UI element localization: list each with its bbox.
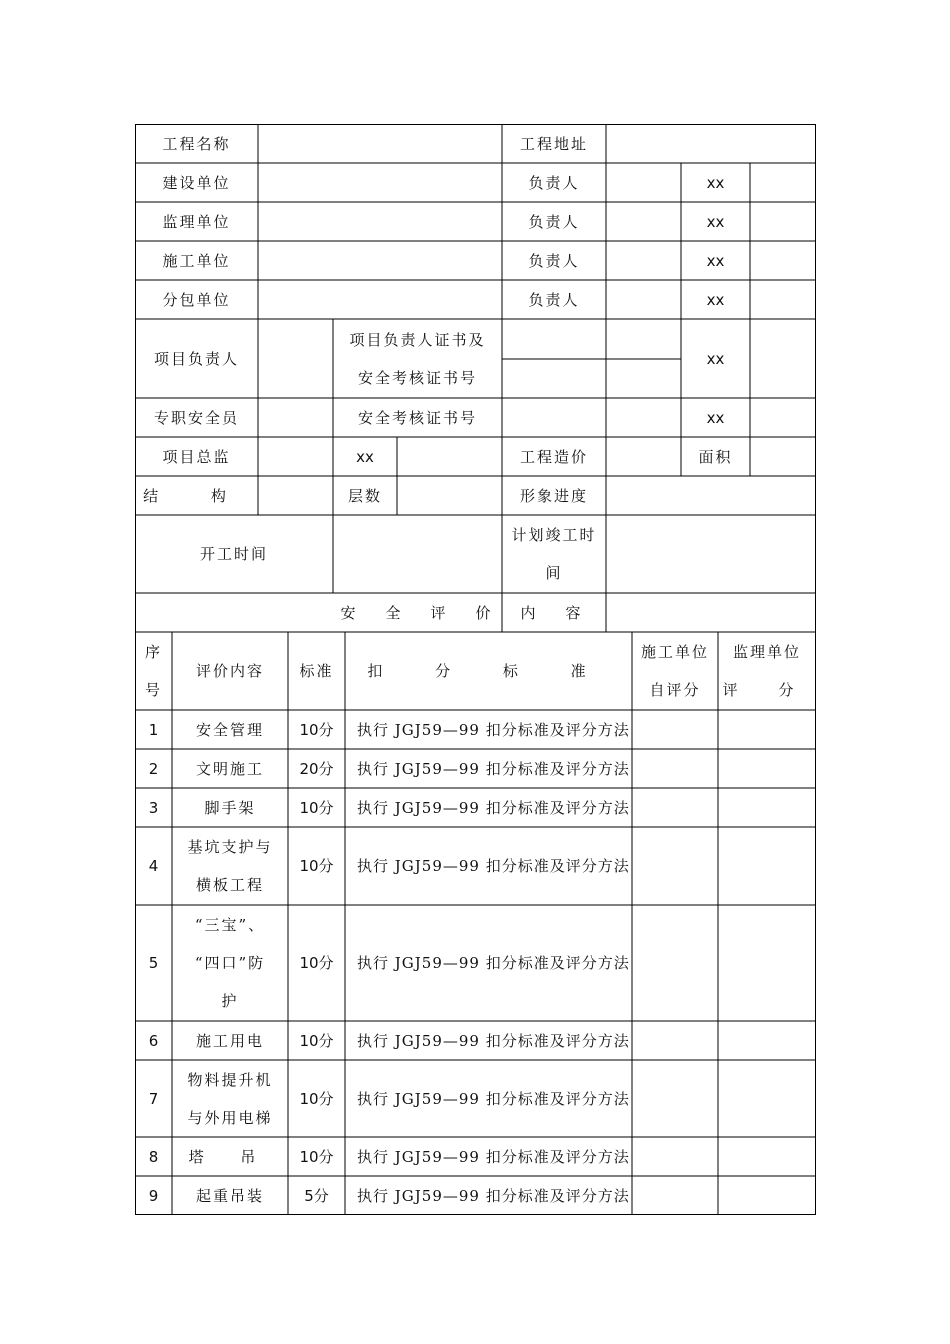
row-seq: 4 xyxy=(148,857,159,875)
row-seq: 2 xyxy=(148,759,159,778)
row-content-line: “三宝”、 xyxy=(194,916,266,934)
row-score: 10分 xyxy=(299,720,334,739)
row-content xyxy=(172,1176,288,1215)
project-address-label: 工程地址 xyxy=(519,134,588,153)
row-content xyxy=(172,1021,288,1060)
header-deduction: 扣 分 标 准 xyxy=(367,662,610,680)
row-score: 10分 xyxy=(299,798,334,817)
row-supervisor-score[interactable] xyxy=(718,788,816,827)
row-score: 20分 xyxy=(299,759,334,778)
header-builder-self xyxy=(632,632,718,710)
row-content-line: “四口”防 xyxy=(194,954,266,972)
cost-label: 工程造价 xyxy=(519,447,588,466)
chief-supervisor-label: 项目总监 xyxy=(162,447,231,466)
row-seq: 8 xyxy=(148,1147,159,1166)
construction-unit-label: 建设单位 xyxy=(162,173,231,192)
row-deduction: 执行 JGJ59—99 扣分标准及评分方法 xyxy=(357,954,630,972)
subcontract-responsible-phone: xx xyxy=(706,290,725,309)
row-content xyxy=(172,905,288,1021)
row-builder-self-score[interactable] xyxy=(632,1176,718,1215)
row-content-line: 横板工程 xyxy=(195,876,264,894)
floors-label: 层数 xyxy=(347,486,382,505)
row-content xyxy=(172,1137,288,1176)
row-content-line: 基坑支护与 xyxy=(187,838,273,856)
row-content-line: 塔 吊 xyxy=(188,1147,272,1166)
row-builder-self-score[interactable] xyxy=(632,710,718,749)
row-deduction: 执行 JGJ59—99 扣分标准及评分方法 xyxy=(357,1089,630,1108)
subcontract-responsible-label: 负责人 xyxy=(528,290,580,309)
subcontract-unit-label: 分包单位 xyxy=(162,290,231,309)
row-supervisor-score[interactable] xyxy=(718,749,816,788)
project-name-label: 工程名称 xyxy=(162,134,231,153)
section-title: 安全评价内容 xyxy=(340,603,611,622)
planned-completion-label-line-1: 计划竣工时 xyxy=(511,526,597,544)
row-score: 10分 xyxy=(299,1147,334,1166)
row-score: 10分 xyxy=(299,1031,334,1050)
area-label: 面积 xyxy=(698,447,733,466)
safety-cert-label: 安全考核证书号 xyxy=(357,408,477,427)
row-seq: 7 xyxy=(148,1089,159,1108)
construction-responsible-label: 负责人 xyxy=(528,173,580,192)
row-score: 5分 xyxy=(304,1186,329,1205)
header-seq-line-1: 序 xyxy=(144,643,162,661)
safety-officer-label: 专职安全员 xyxy=(153,408,239,427)
row-content-line: 安全管理 xyxy=(195,720,264,739)
manager-cert-label xyxy=(333,319,502,398)
row-builder-self-score[interactable] xyxy=(632,1137,718,1176)
project-name-value[interactable] xyxy=(258,124,502,163)
header-seq xyxy=(135,632,172,710)
row-supervisor-score[interactable] xyxy=(718,905,816,1021)
row-deduction: 执行 JGJ59—99 扣分标准及评分方法 xyxy=(357,1186,630,1205)
row-content-line: 文明施工 xyxy=(195,759,264,778)
row-builder-self-score[interactable] xyxy=(632,905,718,1021)
construction-responsible-phone: xx xyxy=(706,173,725,192)
supervision-responsible-label: 负责人 xyxy=(528,212,580,231)
row-content-line: 起重吊装 xyxy=(195,1186,264,1205)
manager-cert-label-line-2: 安全考核证书号 xyxy=(357,368,477,387)
header-supervisor-line-1: 监理单位 xyxy=(732,643,801,661)
row-seq: 1 xyxy=(148,720,159,739)
header-content: 评价内容 xyxy=(195,662,264,680)
row-builder-self-score[interactable] xyxy=(632,1060,718,1137)
project-manager-phone: xx xyxy=(706,349,725,368)
row-score: 10分 xyxy=(299,857,334,875)
row-score: 10分 xyxy=(299,1089,334,1108)
row-builder-self-score[interactable] xyxy=(632,788,718,827)
row-supervisor-score[interactable] xyxy=(718,1137,816,1176)
row-seq: 6 xyxy=(148,1031,159,1050)
row-deduction: 执行 JGJ59—99 扣分标准及评分方法 xyxy=(357,798,630,817)
row-content xyxy=(172,710,288,749)
safety-officer-phone: xx xyxy=(706,408,725,427)
safety-evaluation-form xyxy=(135,124,816,1215)
header-supervisor-line-2: 评 分 xyxy=(722,681,812,699)
header-seq-line-2: 号 xyxy=(144,681,162,699)
planned-completion-label-line-2: 间 xyxy=(545,564,563,582)
manager-cert-label-line-1: 项目负责人证书及 xyxy=(349,330,486,349)
start-time-label: 开工时间 xyxy=(199,545,268,563)
header-builder-self-line-1: 施工单位 xyxy=(640,643,709,661)
row-supervisor-score[interactable] xyxy=(718,1176,816,1215)
row-seq: 3 xyxy=(148,798,159,817)
row-builder-self-score[interactable] xyxy=(632,827,718,905)
chief-supervisor-value: xx xyxy=(356,447,374,466)
row-content-line: 护 xyxy=(221,992,239,1010)
row-content xyxy=(172,788,288,827)
row-content-line: 物料提升机 xyxy=(187,1070,273,1089)
row-seq: 5 xyxy=(148,954,159,972)
row-content-line: 施工用电 xyxy=(195,1031,264,1050)
builder-responsible-label: 负责人 xyxy=(528,251,580,270)
supervision-unit-label: 监理单位 xyxy=(162,212,231,231)
supervision-responsible-phone: xx xyxy=(706,212,725,231)
header-builder-self-line-2: 自评分 xyxy=(649,681,701,699)
header-supervisor xyxy=(718,632,816,710)
row-content-line: 与外用电梯 xyxy=(187,1108,273,1127)
row-deduction: 执行 JGJ59—99 扣分标准及评分方法 xyxy=(357,1147,630,1166)
row-content xyxy=(172,827,288,905)
row-supervisor-score[interactable] xyxy=(718,1021,816,1060)
row-builder-self-score[interactable] xyxy=(632,1021,718,1060)
project-address-value[interactable] xyxy=(606,124,816,163)
row-score: 10分 xyxy=(299,954,334,972)
row-seq: 9 xyxy=(148,1186,159,1205)
builder-responsible-phone: xx xyxy=(706,251,725,270)
planned-completion-label xyxy=(502,515,606,593)
row-content xyxy=(172,749,288,788)
project-manager-label: 项目负责人 xyxy=(153,349,239,368)
row-deduction: 执行 JGJ59—99 扣分标准及评分方法 xyxy=(357,857,630,875)
row-content-line: 脚手架 xyxy=(204,798,256,817)
row-deduction: 执行 JGJ59—99 扣分标准及评分方法 xyxy=(357,1031,630,1050)
row-deduction: 执行 JGJ59—99 扣分标准及评分方法 xyxy=(357,759,630,778)
header-standard: 标准 xyxy=(299,662,334,680)
row-builder-self-score[interactable] xyxy=(632,749,718,788)
builder-unit-label: 施工单位 xyxy=(162,251,231,270)
structure-label: 结 构 xyxy=(143,486,250,505)
row-supervisor-score[interactable] xyxy=(718,710,816,749)
row-deduction: 执行 JGJ59—99 扣分标准及评分方法 xyxy=(357,720,630,739)
row-supervisor-score[interactable] xyxy=(718,1060,816,1137)
row-content xyxy=(172,1060,288,1137)
progress-label: 形象进度 xyxy=(519,486,588,505)
row-supervisor-score[interactable] xyxy=(718,827,816,905)
